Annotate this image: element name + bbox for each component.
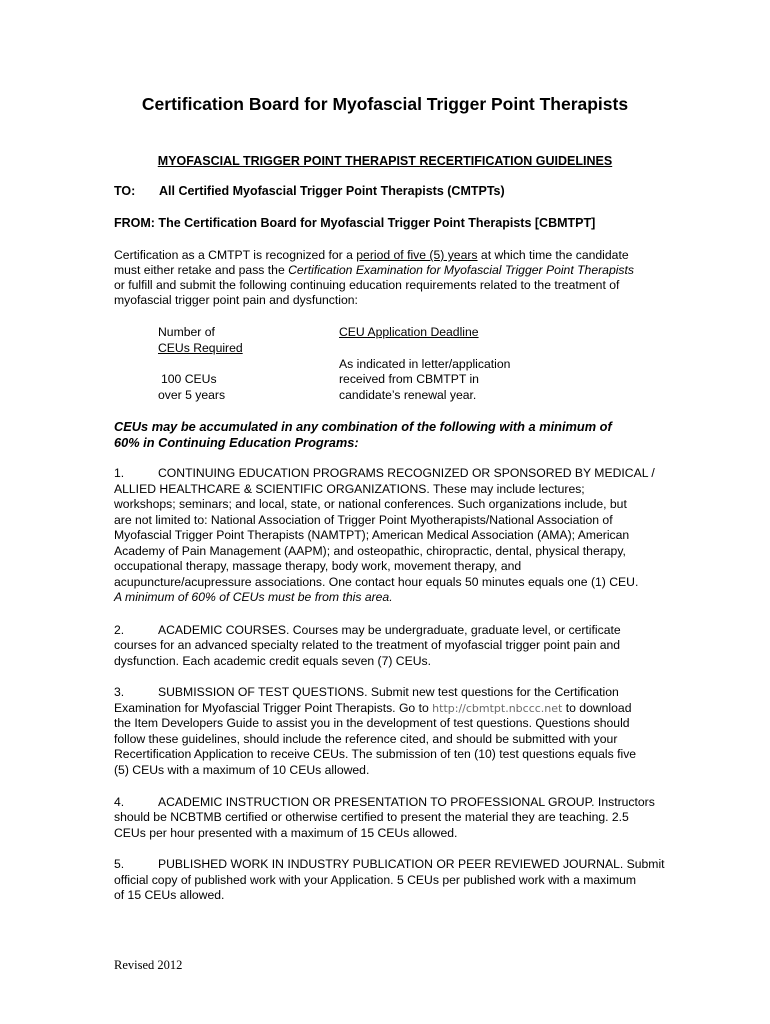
section-1-line-4: are not limited to: National Association of Trigger Point Myotherapists/National Association of (114, 513, 613, 527)
exam-name: Certification Examination for Myofascial Trigger Point Therapists (288, 263, 635, 277)
section-3-number: 3. (114, 685, 125, 699)
section-2-line-1: ACADEMIC COURSES. Courses may be undergraduate, graduate level, or certificate (158, 623, 621, 637)
document-subtitle: MYOFASCIAL TRIGGER POINT THERAPIST RECERTIFICATION GUIDELINES (157, 154, 613, 168)
section-5-number: 5. (114, 857, 125, 871)
revision-footer: Revised 2012 (114, 958, 183, 972)
section-1-line-3: workshops; seminars; and local, state, or national conferences. Such organizations include, but (114, 497, 627, 511)
section-1-line-6: Academy of Pain Management (AAPM); and osteopathic, chiropractic, dental, physical therapy, (114, 544, 626, 558)
section-2-line-2: courses for an advanced specialty related to the treatment of myofascial trigger point pain and (114, 638, 621, 652)
col2-header: CEU Application Deadline (339, 325, 479, 339)
intro-line-4: myofascial trigger point pain and dysfunction: (114, 293, 358, 307)
section-4-line-3: CEUs per hour presented with a maximum of 15 CEUs allowed. (114, 826, 458, 840)
col2-value-3: candidate’s renewal year. (339, 388, 477, 402)
intro-line-1: Certification as a CMTPT is recognized for a period of five (5) years at which time the candidate (114, 248, 629, 262)
section-5-line-1: PUBLISHED WORK IN INDUSTRY PUBLICATION OR PEER REVIEWED JOURNAL. Submit (158, 857, 665, 871)
section-3-line-4: follow these guidelines, should include the reference cited, and should be submitted with your (114, 732, 618, 746)
section-3-line-6: (5) CEUs with a maximum of 10 CEUs allowed. (114, 763, 370, 777)
section-4-number: 4. (114, 795, 125, 809)
section-3-line-2: Examination for Myofascial Trigger Point Therapists. Go to http://cbmtpt.nbccc.net to download (114, 701, 632, 715)
section-3-line-1: SUBMISSION OF TEST QUESTIONS. Submit new test questions for the Certification (158, 685, 619, 699)
section-2-number: 2. (114, 623, 125, 637)
section-4-line-1: ACADEMIC INSTRUCTION OR PRESENTATION TO PROFESSIONAL GROUP. Instructors (158, 795, 655, 809)
to-value: All Certified Myofascial Trigger Point Therapists (CMTPTs) (159, 184, 505, 198)
period-text: period of five (5) years (356, 248, 478, 262)
col1-header-1: Number of (158, 325, 215, 339)
section-3-line-5: Recertification Application to receive CEUs. The submission of ten (10) test questions equals five (114, 747, 637, 761)
section-1-line-8: acupuncture/acupressure associations. One contact hour equals 50 minutes equals one (1) CEU. (114, 575, 639, 589)
section-1-line-1: CONTINUING EDUCATION PROGRAMS RECOGNIZED OR SPONSORED BY MEDICAL / (158, 466, 655, 480)
section-3-line-3: the Item Developers Guide to assist you in the development of test questions. Questions should (114, 716, 630, 730)
section-1-line-5: Myofascial Trigger Point Therapists (NAMTPT); American Medical Association (AMA); American (114, 528, 630, 542)
section-1-line-9: A minimum of 60% of CEUs must be from this area. (114, 590, 393, 604)
section-5-line-3: of 15 CEUs allowed. (114, 888, 225, 902)
intro-line-3: or fulfill and submit the following continuing education requirements related to the treatment of (114, 278, 620, 292)
ceu-note-line-1: CEUs may be accumulated in any combination of the following with a minimum of (114, 419, 612, 434)
col2-value-2: received from CBMTPT in (339, 372, 479, 386)
section-1-line-7: occupational therapy, massage therapy, body work, movement therapy, and (114, 559, 522, 573)
to-label: TO: (114, 184, 136, 198)
section-1-number: 1. (114, 466, 125, 480)
section-5-line-2: official copy of published work with your Application. 5 CEUs per published work with a maximum (114, 873, 637, 887)
document-title: Certification Board for Myofascial Trigger Point Therapists (141, 94, 629, 114)
ceu-note-line-2: 60% in Continuing Education Programs: (114, 435, 359, 450)
cbmtpt-link[interactable]: http://cbmtpt.nbccc.net (432, 702, 563, 715)
section-1-line-2: ALLIED HEALTHCARE & SCIENTIFIC ORGANIZATIONS. These may include lectures; (114, 482, 585, 496)
col1-value-2: over 5 years (158, 388, 226, 402)
section-2-line-3: dysfunction. Each academic credit equals seven (7) CEUs. (114, 654, 432, 668)
col2-value-1: As indicated in letter/application (339, 357, 511, 371)
intro-line-2: must either retake and pass the Certification Examination for Myofascial Trigger Point Therapists (114, 263, 635, 277)
section-4-line-2: should be NCBTMB certified or otherwise certified to present the material they are teaching. 2.5 (114, 810, 629, 824)
col1-header-2: CEUs Required (158, 341, 243, 355)
from-line: FROM: The Certification Board for Myofascial Trigger Point Therapists [CBMTPT] (114, 216, 596, 230)
col1-value-1: 100 CEUs (161, 372, 217, 386)
